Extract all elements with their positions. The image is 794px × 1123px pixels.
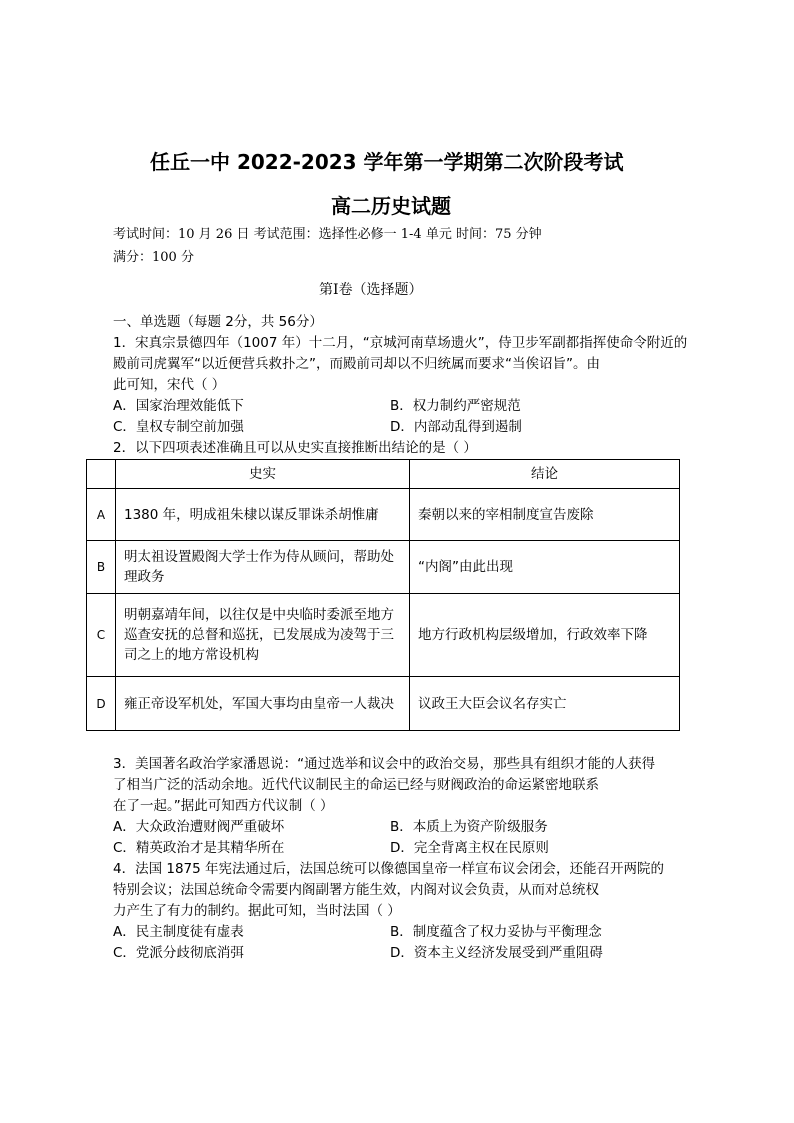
question-4-stem-line1: 4．法国 1875 年宪法通过后，法国总统可以像德国皇帝一样宣布议会闭会，还能召开两院的	[113, 861, 665, 877]
row-fact	[116, 677, 410, 731]
question-3-stem-line1: 3．美国著名政治学家潘恩说：“通过选举和议会中的政治交易，那些具有组织才能的人获得	[113, 756, 656, 772]
row-fact-line: 司之上的地方常设机构	[124, 647, 259, 663]
question-3-stem-line3: 在了一起。”据此可知西方代议制（ ）	[113, 798, 334, 814]
table-header-conclusion: 结论	[410, 460, 680, 489]
row-label: D	[87, 677, 116, 731]
question-3-stem-line2: 了相当广泛的活动余地。近代代议制民主的命运已经与财阀政治的命运紧密地联系	[113, 777, 599, 793]
question-1-stem-line2: 殿前司虎翼军“以近便营兵救扑之”，而殿前司却以不归统属而要求“当俟诏旨”。由	[113, 356, 600, 372]
row-fact	[116, 541, 410, 594]
question-4-option-b[interactable]: B．制度蕴含了权力妥协与平衡理念	[390, 924, 602, 940]
row-conclusion: 秦朝以来的宰相制度宣告废除	[410, 489, 680, 541]
question-3-option-c[interactable]: C．精英政治才是其精华所在	[113, 840, 285, 856]
question-1-option-c[interactable]: C．皇权专制空前加强	[113, 419, 244, 435]
row-fact-line: 明太祖设置殿阁大学士作为侍从顾问，帮助处	[124, 549, 394, 565]
question-4-option-c[interactable]: C．党派分歧彻底消弭	[113, 945, 244, 961]
table-header-blank	[87, 460, 116, 489]
row-fact	[116, 594, 410, 677]
row-fact-line: 理政务	[124, 569, 165, 585]
question-1-option-a[interactable]: A．国家治理效能低下	[113, 398, 244, 414]
question-2-table	[86, 459, 680, 731]
row-conclusion: 地方行政机构层级增加，行政效率下降	[410, 594, 680, 677]
row-label: A	[87, 489, 116, 541]
question-1-stem-line1: 1．宋真宗景德四年（1007 年）十二月，“京城河南草场遗火”，侍卫步军副都指挥使命令附近的	[113, 335, 688, 351]
question-4-stem-line2: 特别会议；法国总统命令需要内阁副署方能生效，内阁对议会负责，从而对总统权	[113, 882, 599, 898]
exam-meta-line1: 考试时间：10 月 26 日 考试范围：选择性必修一 1-4 单元 时间：75 分钟	[113, 227, 542, 242]
exam-meta-line2: 满分：100 分	[113, 250, 194, 265]
question-3-option-a[interactable]: A．大众政治遭财阀严重破坏	[113, 819, 285, 835]
table-header-fact: 史实	[116, 460, 410, 489]
table-row[interactable]	[87, 489, 680, 541]
exam-title: 任丘一中 2022-2023 学年第一学期第二次阶段考试	[150, 150, 624, 174]
section-title: 第Ⅰ卷（选择题）	[319, 282, 423, 298]
table-row[interactable]	[87, 677, 680, 731]
question-4-option-d[interactable]: D．资本主义经济发展受到严重阻碍	[390, 945, 603, 961]
row-fact-line: 明朝嘉靖年间，以往仅是中央临时委派至地方	[124, 607, 394, 623]
section-intro: 一、单选题（每题 2分，共 56分）	[113, 314, 323, 330]
row-label: C	[87, 594, 116, 677]
table-row[interactable]	[87, 541, 680, 594]
question-1-option-b[interactable]: B．权力制约严密规范	[390, 398, 521, 414]
table-row[interactable]	[87, 594, 680, 677]
question-1-stem-line3: 此可知，宋代（ ）	[113, 377, 226, 393]
row-conclusion: “内阁”由此出现	[410, 541, 680, 594]
row-fact-line: 1380 年，明成祖朱棣以谋反罪诛杀胡惟庸	[124, 506, 379, 523]
question-4-stem-line3: 力产生了有力的制约。据此可知，当时法国（ ）	[113, 903, 401, 919]
question-4-option-a[interactable]: A．民主制度徒有虚表	[113, 924, 244, 940]
question-1-option-d[interactable]: D．内部动乱得到遏制	[390, 419, 522, 435]
row-fact-line: 巡查安抚的总督和巡抚，已发展成为凌驾于三	[124, 627, 394, 643]
question-2-stem: 2．以下四项表述准确且可以从史实直接推断出结论的是（ ）	[113, 440, 477, 456]
question-3-option-d[interactable]: D．完全背离主权在民原则	[390, 840, 549, 856]
row-fact-line: 雍正帝设军机处，军国大事均由皇帝一人裁决	[124, 695, 394, 712]
table-header-row	[87, 460, 680, 489]
row-label: B	[87, 541, 116, 594]
row-conclusion: 议政王大臣会议名存实亡	[410, 677, 680, 731]
exam-subtitle: 高二历史试题	[331, 194, 451, 218]
row-fact	[116, 489, 410, 541]
question-3-option-b[interactable]: B．本质上为资产阶级服务	[390, 819, 548, 835]
